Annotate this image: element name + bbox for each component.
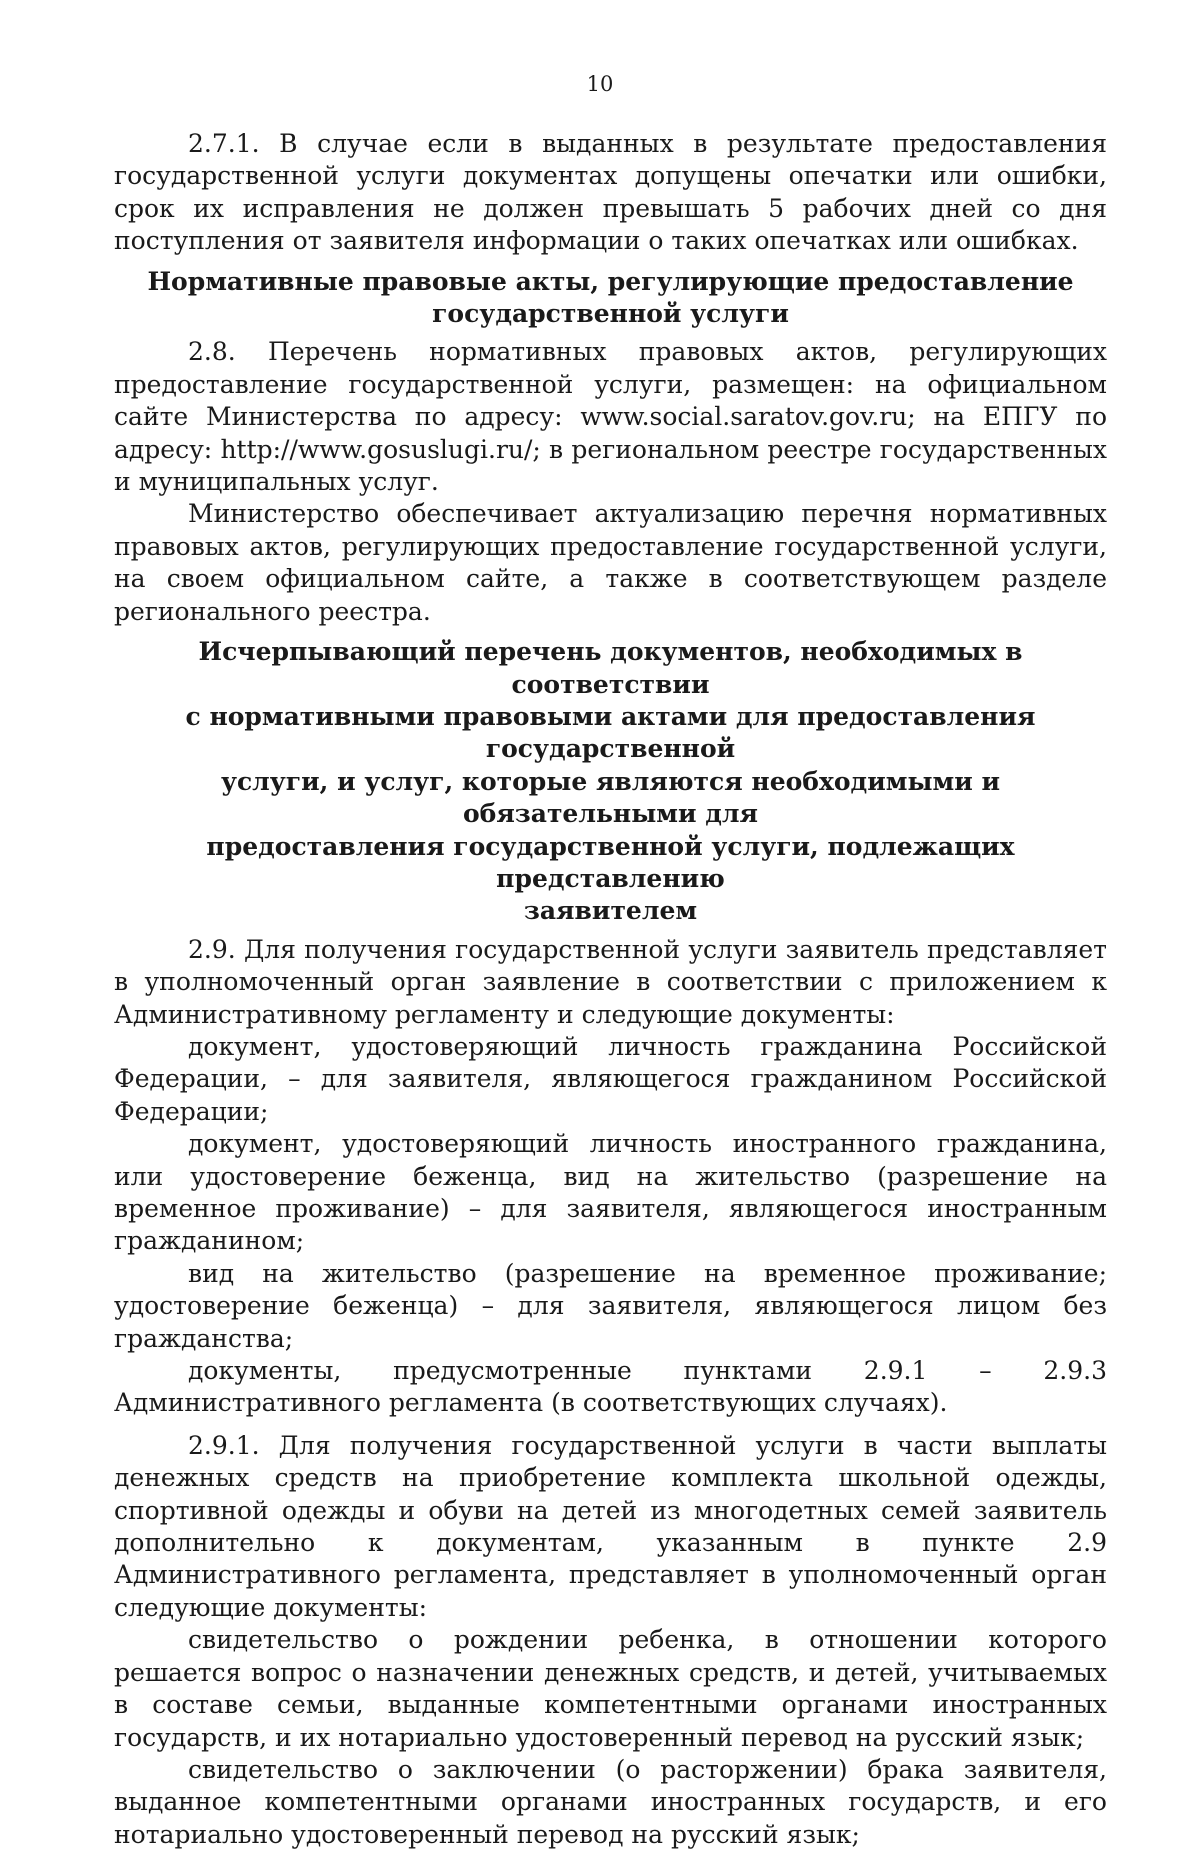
heading-line: Нормативные правовые акты, регулирующие предоставление <box>147 266 1074 296</box>
paragraph-2-9: 2.9. Для получения государственной услуги заявитель представляет в уполномоченный орган заявление в соответствии с приложением к Административному регламенту и следующие документы: <box>114 934 1107 1029</box>
paragraph-2-9-1: 2.9.1. Для получения государственной услуги в части выплаты денежных средств на приобретение комплекта школьной одежды, спортивной одежды и обуви на детей из многодетных семей заявитель дополнительно к документам, указанным в пункте 2.9 Административного регламента, представляет в уполномоченный орган следующие документы: <box>114 1430 1107 1622</box>
list-item-birth-certificate: свидетельство о рождении ребенка, в отношении которого решается вопрос о назначении денежных средств, и детей, учитываемых в составе семьи, выданные компетентными органами иностранных государств, и их нотариально удостоверенный перевод на русский язык; <box>114 1625 1107 1752</box>
section-heading-normative-acts <box>114 266 1107 331</box>
page-number: 10 <box>586 72 614 96</box>
document-body <box>114 128 1107 1851</box>
paragraph-2-7-1: 2.7.1. В случае если в выданных в результате предоставления государственной услуги документах допущены опечатки или ошибки, срок их исправления не должен превышать 5 рабочих дней со дня поступления от заявителя информации о таких опечатках или ошибках. <box>114 129 1107 256</box>
list-item-additional-docs: документы, предусмотренные пунктами 2.9.1 – 2.9.3 Административного регламента (в соответствующих случаях). <box>114 1356 1107 1418</box>
heading-line: предоставления государственной услуги, подлежащих представлению <box>206 831 1015 893</box>
heading-line: с нормативными правовыми актами для предоставления государственной <box>185 701 1036 764</box>
paragraph-2-8: 2.8. Перечень нормативных правовых актов, регулирующих предоставление государственной услуги, размещен: на официальном сайте Министерства по адресу: www.social.saratov.gov.ru; на ЕПГУ по адресу: http://www.gosuslugi.ru/; в региональном реестре государственных и муниципальных услуг. <box>114 337 1107 497</box>
list-item-marriage-certificate: свидетельство о заключении (о расторжении) брака заявителя, выданное компетентными органами иностранных государств, и его нотариально удостоверенный перевод на русский язык; <box>114 1754 1107 1849</box>
list-item-citizen-id: документ, удостоверяющий личность гражданина Российской Федерации, – для заявителя, являющегося гражданином Российской Федерации; <box>114 1031 1107 1126</box>
heading-line: заявителем <box>523 896 698 926</box>
section-heading-documents-list <box>108 636 1113 928</box>
heading-line: услуги, и услуг, которые являются необходимыми и обязательными для <box>220 766 1001 829</box>
heading-line: государственной услуги <box>432 299 789 329</box>
list-item-stateless-id: вид на жительство (разрешение на временное проживание; удостоверение беженца) – для заявителя, являющегося лицом без гражданства; <box>114 1258 1107 1353</box>
list-item-foreign-id: документ, удостоверяющий личность иностранного гражданина, или удостоверение беженца, вид на жительство (разрешение на временное проживание) – для заявителя, являющегося иностранным гражданином; <box>114 1129 1107 1256</box>
paragraph-ministry-updates: Министерство обеспечивает актуализацию перечня нормативных правовых актов, регулирующих предоставление государственной услуги, на своем официальном сайте, а также в соответствующем разделе регионального реестра. <box>114 499 1107 626</box>
heading-line: Исчерпывающий перечень документов, необходимых в соответствии <box>198 637 1023 699</box>
